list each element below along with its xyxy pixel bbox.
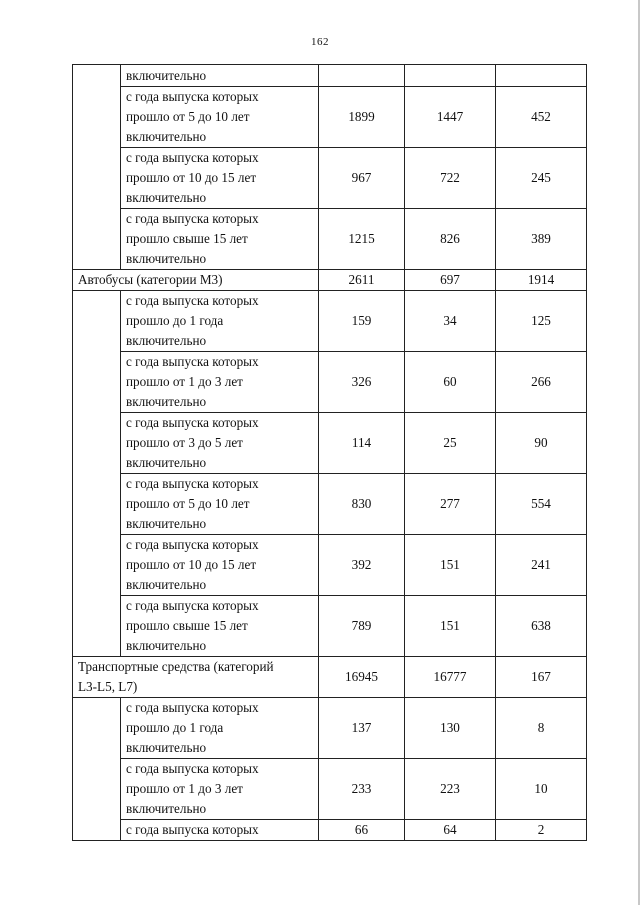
subcategory-label-line: с года выпуска которых: [126, 354, 259, 369]
subcategory-label-line: с года выпуска которых: [126, 89, 259, 104]
value-cell-col3: 1914: [496, 270, 587, 291]
category-label-line: Транспортные средства (категорий: [78, 659, 274, 674]
table-row: [73, 148, 587, 209]
value-cell-col1: 326: [319, 352, 405, 413]
subcategory-label: [121, 148, 319, 209]
value-cell-col2: 277: [405, 474, 496, 535]
category-label: [73, 657, 319, 698]
subcategory-label-line: прошло до 1 года: [126, 720, 224, 735]
subcategory-label-line: прошло от 10 до 15 лет: [126, 557, 257, 572]
value-cell-col3: 8: [496, 698, 587, 759]
subcategory-label-line: с года выпуска которых: [126, 415, 259, 430]
subcategory-label: [121, 87, 319, 148]
subcategory-label-line: прошло от 5 до 10 лет: [126, 109, 250, 124]
value-cell-col2: 60: [405, 352, 496, 413]
subcategory-label: [121, 65, 319, 87]
subcategory-label-line: включительно: [126, 801, 207, 816]
subcategory-label-line: включительно: [126, 740, 207, 755]
subcategory-label-line: прошло до 1 года: [126, 313, 224, 328]
value-cell-col1: 830: [319, 474, 405, 535]
value-cell-col2: 697: [405, 270, 496, 291]
subcategory-label-line: прошло от 10 до 15 лет: [126, 170, 257, 185]
value-cell-col3: 638: [496, 596, 587, 657]
value-cell-col3: 90: [496, 413, 587, 474]
table-row: [73, 413, 587, 474]
subcategory-label-line: прошло от 1 до 3 лет: [126, 781, 243, 796]
vehicle-statistics-table: [72, 64, 587, 841]
table-row: [73, 820, 587, 841]
value-cell-col2: 826: [405, 209, 496, 270]
value-cell-col3: 554: [496, 474, 587, 535]
subcategory-label-line: включительно: [126, 251, 207, 266]
value-cell-col3: 10: [496, 759, 587, 820]
subcategory-label-line: включительно: [126, 67, 207, 83]
value-cell-col1: 1899: [319, 87, 405, 148]
value-cell-col1: 159: [319, 291, 405, 352]
subcategory-label-line: с года выпуска которых: [126, 761, 259, 776]
value-cell-col3: 2: [496, 820, 587, 841]
value-cell-col1: 114: [319, 413, 405, 474]
indent-cell: [73, 698, 121, 841]
page-number: 162: [311, 36, 329, 48]
value-cell-col3: 125: [496, 291, 587, 352]
table-row: [73, 87, 587, 148]
subcategory-label: [121, 209, 319, 270]
table-row: [73, 65, 587, 87]
category-row: [73, 270, 587, 291]
subcategory-label-line: с года выпуска которых: [126, 598, 259, 613]
subcategory-label-line: прошло от 1 до 3 лет: [126, 374, 243, 389]
subcategory-label-line: прошло свыше 15 лет: [126, 618, 248, 633]
table-row: [73, 474, 587, 535]
subcategory-label-line: включительно: [126, 516, 207, 531]
subcategory-label-line: с года выпуска которых: [126, 700, 259, 715]
value-cell-col1: [319, 65, 405, 87]
value-cell-col3: 266: [496, 352, 587, 413]
value-cell-col1: 66: [319, 820, 405, 841]
value-cell-col2: [405, 65, 496, 87]
table-row: [73, 352, 587, 413]
value-cell-col1: 1215: [319, 209, 405, 270]
subcategory-label-line: с года выпуска которых: [126, 150, 259, 165]
value-cell-col1: 789: [319, 596, 405, 657]
value-cell-col2: 1447: [405, 87, 496, 148]
subcategory-label-line: включительно: [126, 129, 207, 144]
subcategory-label: [121, 596, 319, 657]
subcategory-label-line: прошло свыше 15 лет: [126, 231, 248, 246]
value-cell-col3: 389: [496, 209, 587, 270]
subcategory-label-line: прошло от 5 до 10 лет: [126, 496, 250, 511]
value-cell-col2: 25: [405, 413, 496, 474]
category-label: [73, 270, 319, 291]
category-label-line: Автобусы (категории М3): [78, 272, 223, 287]
value-cell-col1: 392: [319, 535, 405, 596]
table-row: [73, 535, 587, 596]
value-cell-col2: 223: [405, 759, 496, 820]
subcategory-label-line: прошло от 3 до 5 лет: [126, 435, 243, 450]
subcategory-label: [121, 698, 319, 759]
subcategory-label: [121, 474, 319, 535]
subcategory-label-line: включительно: [126, 455, 207, 470]
indent-cell: [73, 291, 121, 657]
subcategory-label-line: включительно: [126, 333, 207, 348]
value-cell-col2: 722: [405, 148, 496, 209]
indent-cell: [73, 65, 121, 270]
subcategory-label: [121, 291, 319, 352]
subcategory-label: [121, 413, 319, 474]
value-cell-col2: 130: [405, 698, 496, 759]
subcategory-label: [121, 352, 319, 413]
subcategory-label-line: с года выпуска которых: [126, 293, 259, 308]
subcategory-label-line: включительно: [126, 638, 207, 653]
subcategory-label: [121, 820, 319, 841]
table-row: [73, 291, 587, 352]
value-cell-col2: 16777: [405, 657, 496, 698]
value-cell-col1: 2611: [319, 270, 405, 291]
subcategory-label: [121, 535, 319, 596]
subcategory-label-line: включительно: [126, 190, 207, 205]
category-row: [73, 657, 587, 698]
value-cell-col3: 245: [496, 148, 587, 209]
table-row: [73, 209, 587, 270]
value-cell-col1: 16945: [319, 657, 405, 698]
table-row: [73, 759, 587, 820]
subcategory-label-line: включительно: [126, 577, 207, 592]
table-row: [73, 698, 587, 759]
value-cell-col1: 137: [319, 698, 405, 759]
value-cell-col3: [496, 65, 587, 87]
value-cell-col3: 167: [496, 657, 587, 698]
subcategory-label-line: включительно: [126, 394, 207, 409]
value-cell-col1: 967: [319, 148, 405, 209]
subcategory-label-line: с года выпуска которых: [126, 822, 259, 837]
table-row: [73, 596, 587, 657]
table-body: [73, 65, 587, 841]
value-cell-col2: 151: [405, 535, 496, 596]
value-cell-col2: 34: [405, 291, 496, 352]
value-cell-col3: 241: [496, 535, 587, 596]
subcategory-label-line: с года выпуска которых: [126, 537, 259, 552]
category-label-line: L3-L5, L7): [78, 679, 138, 694]
value-cell-col1: 233: [319, 759, 405, 820]
subcategory-label: [121, 759, 319, 820]
value-cell-col2: 151: [405, 596, 496, 657]
subcategory-label-line: с года выпуска которых: [126, 211, 259, 226]
value-cell-col2: 64: [405, 820, 496, 841]
subcategory-label-line: с года выпуска которых: [126, 476, 259, 491]
value-cell-col3: 452: [496, 87, 587, 148]
